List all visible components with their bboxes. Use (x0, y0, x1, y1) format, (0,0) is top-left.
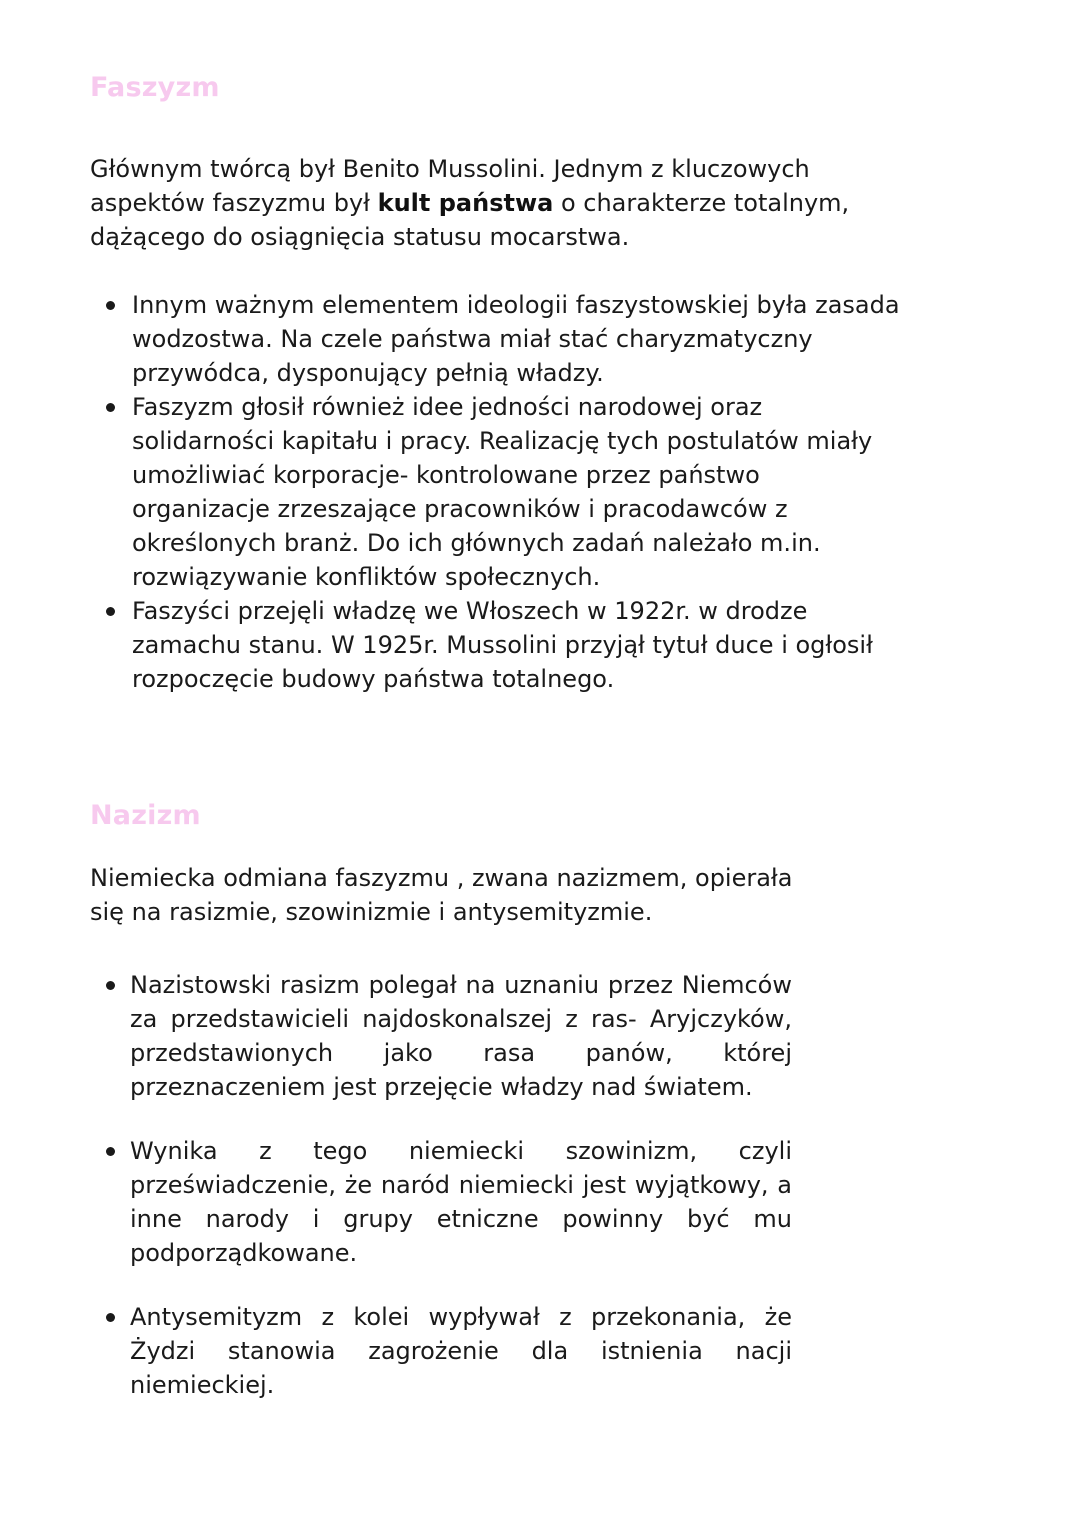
bullet-icon (106, 981, 115, 990)
nazizm-heading: Nazizm (90, 800, 201, 831)
list-item-text: Antysemityzm z kolei wypływał z przekonania, że Żydzi stanowia zagrożenie dla istnienia nacji niemieckiej. (130, 1303, 792, 1399)
list-item-text: Innym ważnym elementem ideologii faszystowskiej była zasada wodzostwa. Na czele państwa miał stać charyzmatyczny przywódca, dysponujący pełnią władzy. (132, 291, 900, 387)
faszyzm-intro (90, 152, 850, 254)
nazizm-bullet-list (0, 968, 792, 1402)
faszyzm-intro-text: Głównym twórcą był Benito Mussolini. Jednym z kluczowych aspektów faszyzmu był (90, 155, 810, 217)
bullet-icon (106, 403, 115, 412)
list-item (0, 288, 900, 390)
bullet-icon (106, 607, 115, 616)
bullet-icon (106, 1147, 115, 1156)
faszyzm-intro-text-end: o charakterze totalnym, dążącego do osiągnięcia statusu mocarstwa. (90, 189, 850, 251)
list-item (0, 594, 900, 696)
bullet-icon (106, 301, 115, 310)
list-item-text: Faszyzm głosił również idee jedności narodowej oraz solidarności kapitału i pracy. Realizację tych postulatów miały umożliwiać korporacje- kontrolowane przez państwo organizacje zrzeszające pracowników i pracodawców z określonych branż. Do ich głównych zadań należało m.in. rozwiązywanie konfliktów społecznych. (132, 393, 873, 591)
list-item (0, 968, 792, 1104)
nazizm-intro: Niemiecka odmiana faszyzmu , zwana nazizmem, opierała się na rasizmie, szowinizmie i antysemityzmie. (90, 864, 793, 926)
faszyzm-intro-bold: kult państwa (377, 189, 554, 217)
faszyzm-heading: Faszyzm (90, 72, 220, 103)
list-item-text: Nazistowski rasizm polegał na uznaniu przez Niemców za przedstawicieli najdoskonalszej z ras- Aryjczyków, przedstawionych jako rasa panów, której przeznaczeniem jest przejęcie władzy nad światem. (130, 971, 792, 1101)
list-item (0, 390, 900, 594)
list-item-text: Wynika z tego niemiecki szowinizm, czyli przeświadczenie, że naród niemiecki jest wyjątkowy, a inne narody i grupy etniczne powinny być mu podporządkowane. (130, 1137, 792, 1267)
list-item (0, 1300, 792, 1402)
bullet-icon (106, 1313, 115, 1322)
list-item (0, 1134, 792, 1270)
list-item-text: Faszyści przejęli władzę we Włoszech w 1922r. w drodze zamachu stanu. W 1925r. Mussolini przyjął tytuł duce i ogłosił rozpoczęcie budowy państwa totalnego. (132, 597, 873, 693)
faszyzm-bullet-list (0, 288, 900, 696)
